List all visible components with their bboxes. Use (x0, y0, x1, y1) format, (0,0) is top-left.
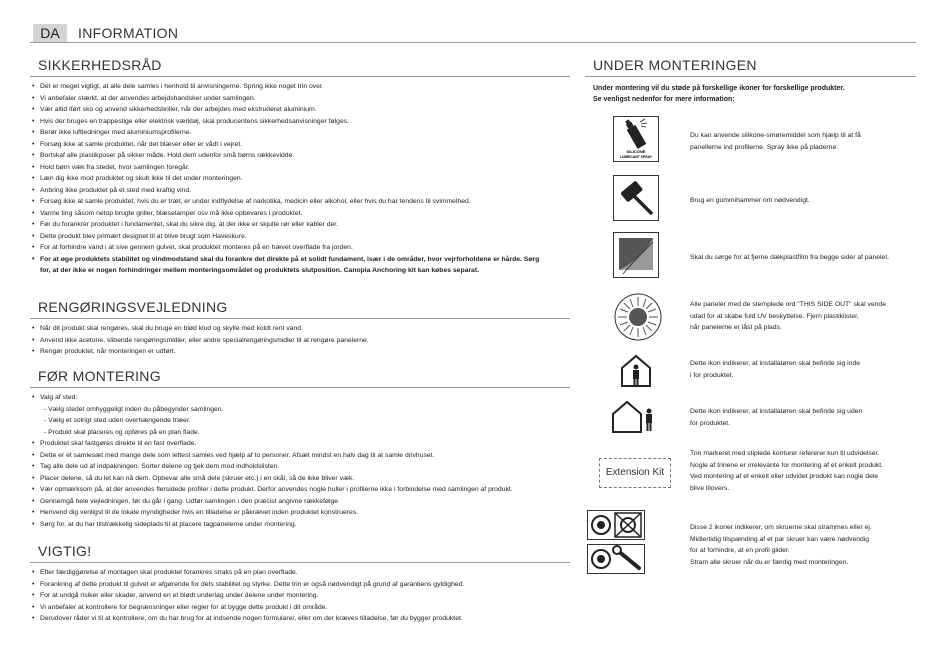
safety-list (30, 81, 570, 277)
during-intro-line: Se venligst nedenfor for mere information: (593, 96, 735, 103)
header-bar (30, 22, 916, 43)
row-text (690, 358, 915, 381)
before-list (30, 392, 570, 530)
row-text-line: for at forhindre, at en profil glider. (690, 547, 790, 554)
spray-label: LUBRICANT SPRAY (619, 155, 653, 159)
list-item: • Valg af sted: (30, 392, 570, 404)
list-item: • Dette er et samlesæt med mange dele som lettest samles ved hjælp af to personer. Afsæt mindst en halv dag til at samle drivhuset. (30, 450, 570, 462)
list-item: • Tag alle dele ud af indpakningen. Sorter delene og tjek dem mod indholdslisten. (30, 461, 570, 473)
list-item: • Forsøg ikke at samle produktet, når det blæser eller er vådt i vejret. (30, 139, 570, 151)
list-item: • Læn dig ikke mod produktet og skub ikke til det under monteringen. (30, 173, 570, 185)
row-text (690, 522, 915, 568)
sun-uv-icon (613, 292, 663, 342)
during-title: UNDER MONTERINGEN (585, 56, 916, 77)
row-text-line: Alle paneler med de stemplede ord "THIS SIDE OUT" skal vende (690, 301, 886, 308)
row-text-line: Nogle af trinene er irrelevante for montering af et enkelt produkt. (690, 461, 884, 469)
language-badge: DA (33, 24, 67, 42)
row-text-line: Midlertidig tilspænding af et par skruer kan være nødvendig (690, 535, 870, 543)
list-item-bold: • For at øge produktets stabilitet og vindmodstand skal du forankre det direkte på et solidt fundament, især i de områder, hvor vejrforholdene er hårde. Sørg for, at der ikke er nogen forhindringer mellem monteringsområdet og produktets slutposition. Canopia Anchoring kit kan købes separat. (30, 254, 545, 277)
list-item: • Vi anbefaler stærkt, at der anvendes arbejdshandsker under samlingen. (30, 93, 570, 105)
list-item: • Dette produkt blev primært designet til at blive brugt som Haveskure. (30, 231, 570, 243)
list-item: • Vær altid iført sko og anvend sikkerhedsbriller, når der arbejdes med ekstruderet aluminium. (30, 104, 570, 116)
during-intro (585, 83, 916, 105)
page-title: INFORMATION (78, 25, 179, 41)
list-item: • Derudover råder vi til at kontrollere, om du har brug for at indsende nogen formularer, eller om der kræves tilladelse, før du bygger produktet. (30, 613, 570, 625)
list-item: • Anvend ikke acetone, slibende rengøringsmidler, eller andre specialrengøringsmidler til at rengøre panelerne. (30, 335, 570, 347)
important-title: VIGTIG! (30, 542, 570, 563)
list-item: • Gennemgå hele vejledningen, før du går i gang. Udfør samlingen i den præcist angivne rækkefølge (30, 496, 570, 508)
person-outside-house-icon (611, 398, 657, 434)
row-text-line: for produktet. (690, 419, 731, 427)
spray-label: SILICONE (626, 149, 646, 154)
list-item: • Sørg for, at du har tilstrækkelig sideplads til at placere tagpanelerne under montering. (30, 519, 570, 531)
row-text-line: udad for at skabe fuld UV beskyttelse. Fjern plastiklister, (690, 312, 859, 320)
row-text-line: blive tilovers. (690, 484, 730, 492)
list-item: • Placer delene, så du let kan nå dem. Opbevar alle små dele (skruer etc.) i en skål, så de ikke bliver væk. (30, 473, 570, 485)
row-text (690, 195, 915, 207)
row-text-line: Brug en gummihammer om nødvendigt. (690, 197, 810, 204)
row-text-line: Ved montering af et enkelt eller udvidet produkt kan nogle dele (690, 473, 879, 480)
list-item: • Efter færdiggørelse af montagen skal produktet forankres straks på en plan overflade. (30, 567, 570, 579)
list-item: • Rengør produktet, når monteringen er udført. (30, 346, 570, 358)
list-item: • Henvend dig venligst til de lokale myndigheder hvis en tilladelse er påkrævet inden produktet konstrueres. (30, 507, 570, 519)
important-section (30, 542, 570, 625)
list-item: • Forsøg ikke at samle produktet, hvis du er træt, er under indflydelse af narkotika, medicin eller alkohol, eller hvis du har tendens til svimmelhed. (30, 196, 570, 208)
list-item: • Varme ting såsom netop brugte griller, blæselamper osv må ikke opbevares i produktet. (30, 208, 570, 220)
list-item: • Vi anbefaler at kontrollere for begrænsninger eller regler for at bygge dette produkt i dit område. (30, 602, 570, 614)
row-text-line: Dette ikon indikerer, at installatøren skal befinde sig uden (690, 408, 863, 415)
protective-film-icon (613, 232, 659, 278)
spray-can-icon (613, 116, 659, 162)
list-subitem: - Vælg stedet omhyggeligt inden du påbegynder samlingen. (44, 405, 224, 413)
list-item: • For at undgå risiker eller skader, anvend en et blødt underlag under delene under montering. (30, 590, 570, 602)
before-title: FØR MONTERING (30, 367, 570, 388)
list-item: • Vær opmærksom på, at der anvendes flersidede profiler i dette produkt. Derfor anvendes nogle huller i profilerne ikke i forbindelse med samlingen af produkt. (30, 484, 570, 496)
rubber-mallet-icon (613, 175, 659, 221)
list-item: • Hvis der bruges en trappestige eller elektrisk værktøj, skal producentens sikkerhedsanvisninger følges. (30, 116, 570, 128)
safety-section (30, 56, 570, 277)
list-item: • Berør ikke luftledninger med aluminiumsprofilerne. (30, 127, 570, 139)
wrench-tighten-icon (587, 544, 645, 574)
row-text (690, 130, 915, 153)
screw-no-tighten-icon (587, 510, 645, 540)
row-text-line: Du kan anvende silikone-smøremiddel som hjælp til at få (690, 132, 861, 139)
row-text (690, 406, 915, 429)
row-text-line: Dette ikon indikerer, at installatøren skal befinde sig inde (690, 360, 861, 367)
list-subitem: - Produkt skal placeres og opføres på en plan flade. (44, 428, 200, 436)
list-item: • Bortskaf alle plastikposer på sikker måde. Hold dem udenfor små børns rækkevidde. (30, 150, 570, 162)
important-list (30, 567, 570, 625)
row-text-line: Trin markeret med stiplede konturer refererer kun til udvidelser. (690, 450, 880, 457)
list-item: • Før du forankrer produktet i fundamentet, skal du sikre dig, at der ikke er skjulte rør eller kabler der. (30, 219, 570, 231)
list-subitem: - Vælg et solrigt sted uden overhængende træer. (44, 417, 191, 424)
row-text-line: i for produktet. (690, 371, 734, 379)
extension-kit-badge: Extension Kit (599, 458, 671, 488)
person-inside-house-icon (618, 352, 654, 388)
cleaning-section (30, 298, 570, 358)
list-item: • Når dit produkt skal rengøres, skal du bruge en blød klud og skylle med koldt rent vand. (30, 323, 570, 335)
row-text-line: panellerne ind profilerne. Spray ikke på pladerne. (690, 143, 839, 151)
row-text (690, 448, 915, 494)
list-item: • Hold børn væk fra stedet, hvor samlingen foregår. (30, 162, 570, 174)
safety-title: SIKKERHEDSRÅD (30, 56, 570, 77)
row-text-line: Stram alle skruer når du er færdig med monteringen. (690, 558, 849, 566)
row-text-line: Skal du sørge for at fjerne dækplastfilm fra begge sider af panelet. (690, 254, 890, 261)
list-item: • Det er meget vigtigt, at alle dele samles i henhold til anvisningerne. Spring ikke noget trin over. (30, 81, 570, 93)
before-section (30, 367, 570, 530)
cleaning-list (30, 323, 570, 358)
cleaning-title: RENGØRINGSVEJLEDNING (30, 298, 570, 319)
during-section (585, 56, 916, 566)
row-text (690, 299, 915, 334)
list-item: • Produktet skal fastgøres direkte til en fast overflade. (30, 438, 570, 450)
list-item: • Forankring af dette produkt til gulvet er afgørende for dets stabilitet og styrke. Dette trin er også nødvendigt på grund af garantiens gyldighed. (30, 579, 570, 591)
row-text-line: Disse 2 ikoner indikerer, om skruerne skal strammes eller ej. (690, 524, 872, 531)
list-item: • For at forhindre vand i at sive gennem gulvet, skal produktet monteres på en hævet overflade fra jorden. (30, 242, 570, 254)
during-intro-line: Under montering vil du støde på forskellige ikoner for forskellige produkter. (593, 85, 845, 92)
list-item: • Anbring ikke produktet på et sted med kraftig vind. (30, 185, 570, 197)
row-text (690, 252, 915, 264)
row-text-line: når panelerne er låst på plads. (690, 324, 782, 331)
